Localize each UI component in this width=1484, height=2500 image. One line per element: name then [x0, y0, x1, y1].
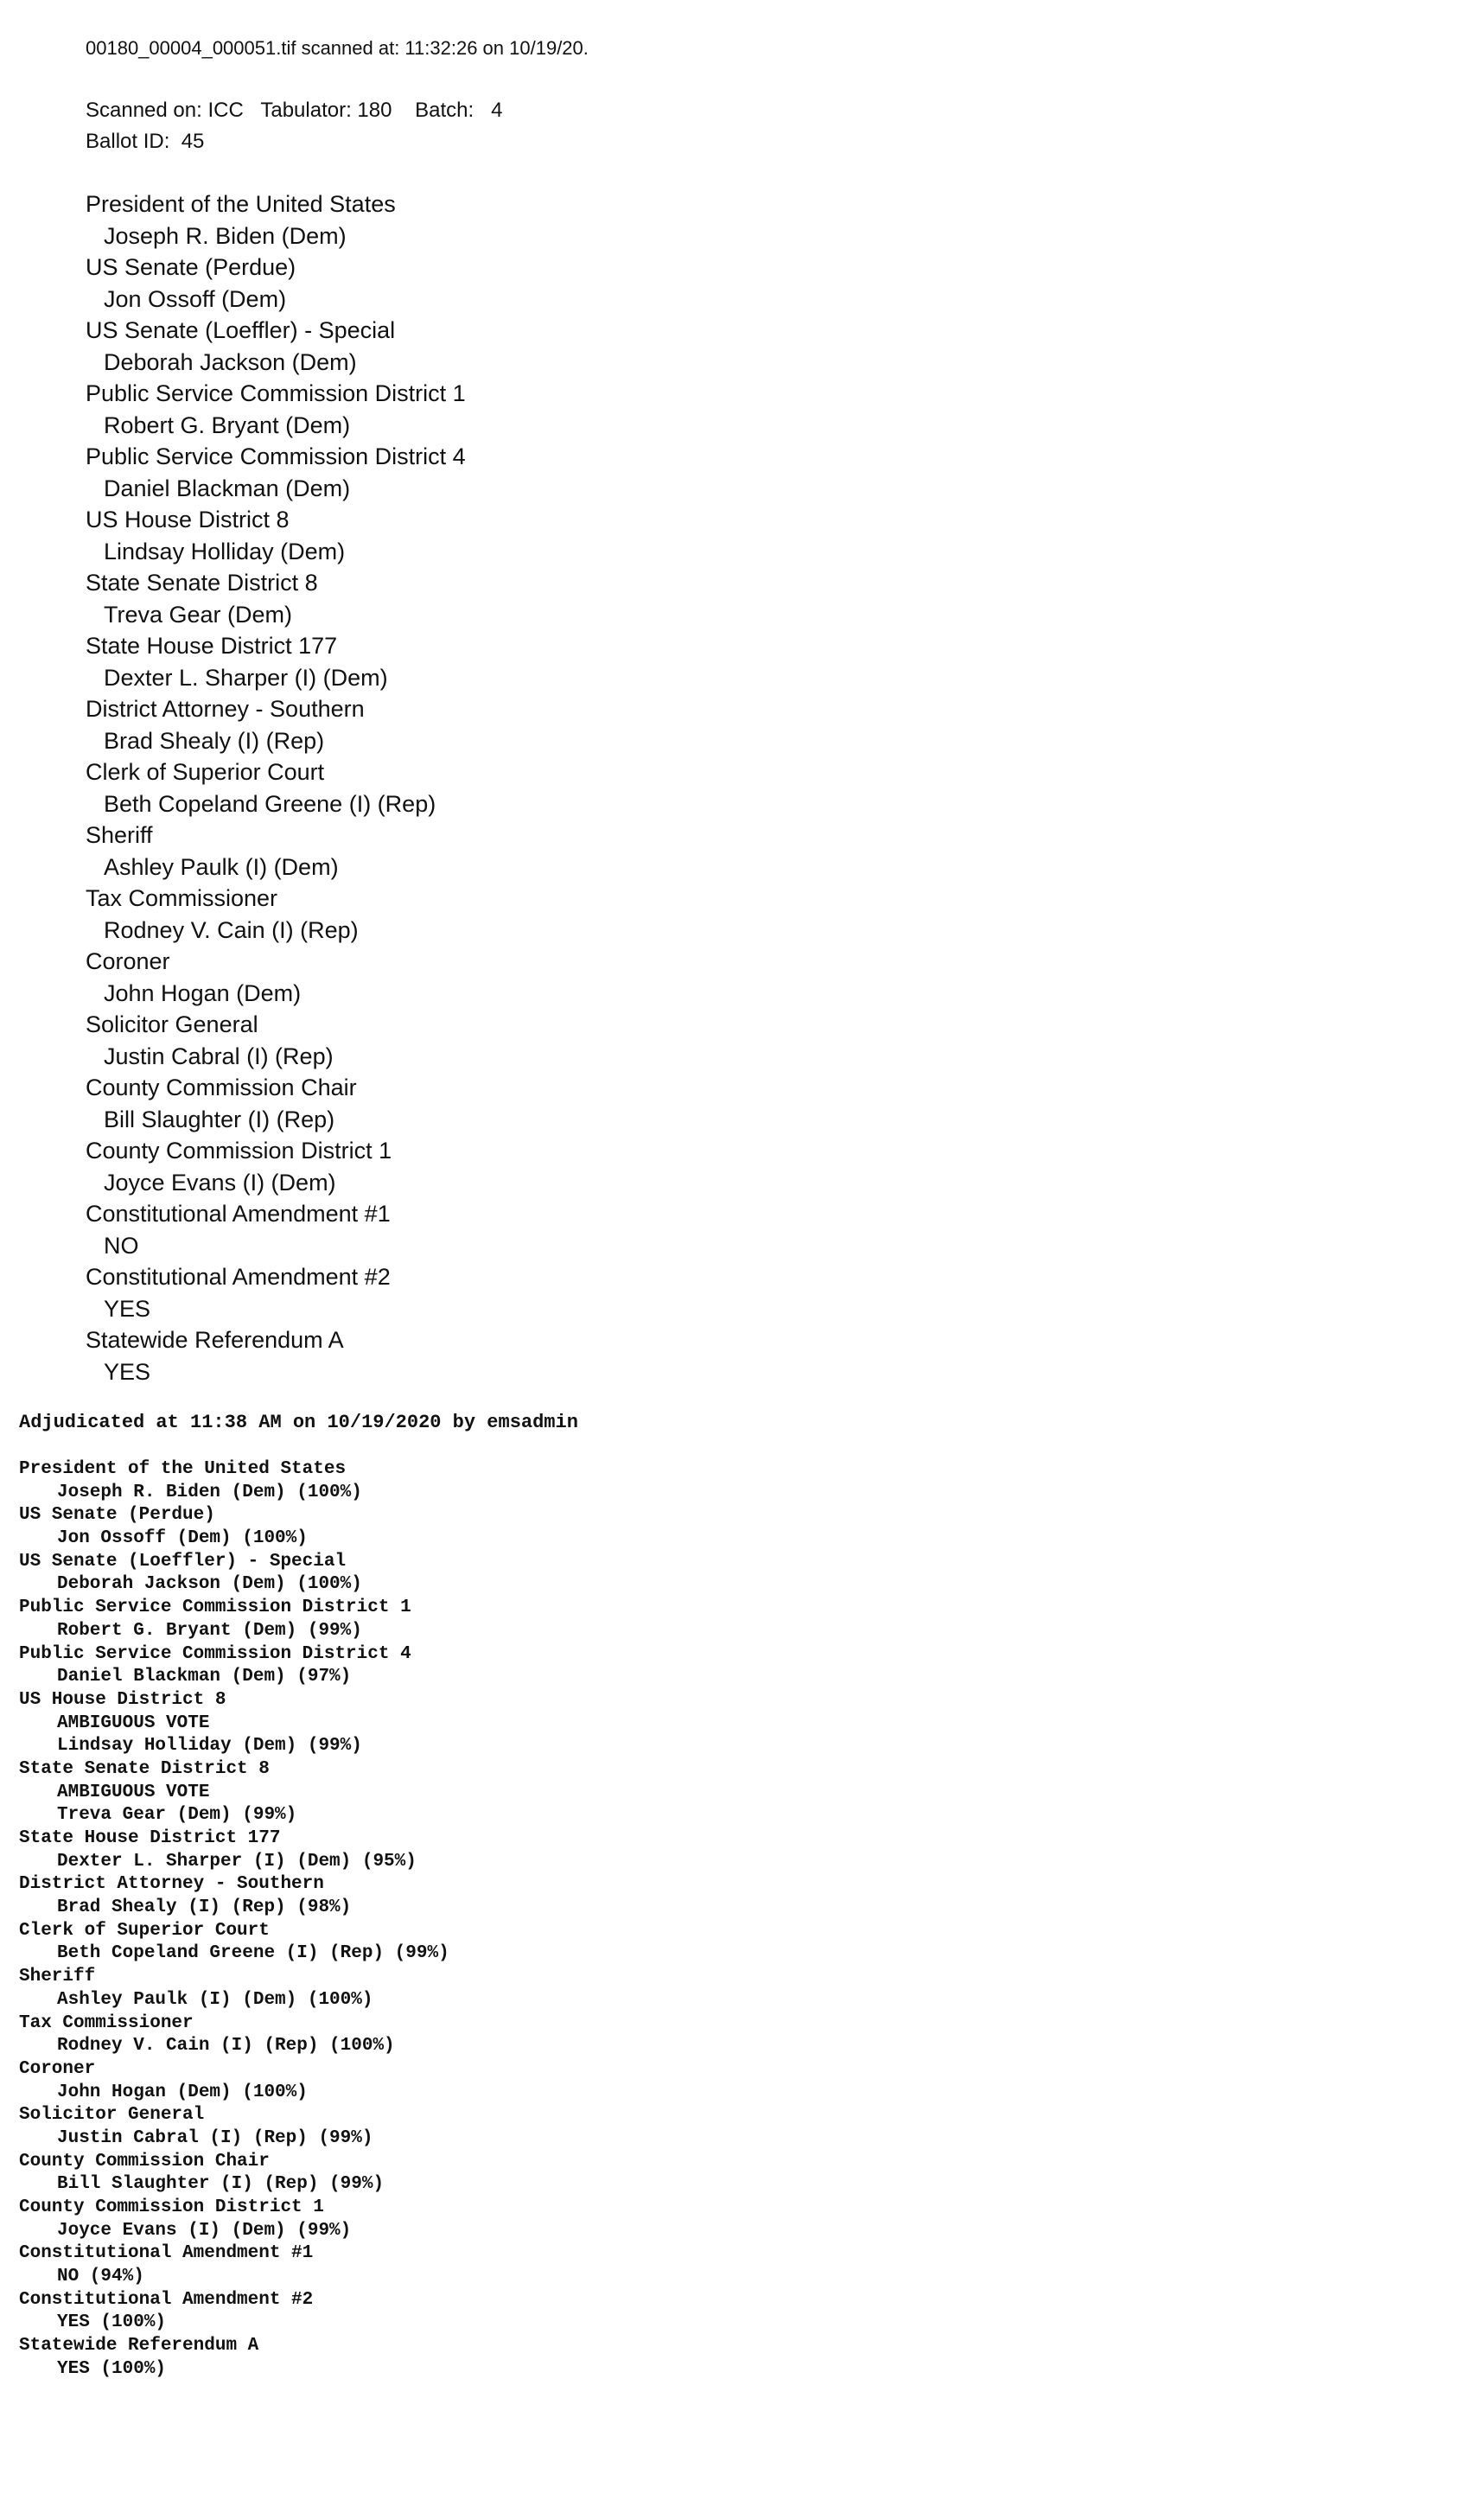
scan-line: 00180_00004_000051.tif scanned at: 11:32:26 on 10/19/20. [86, 37, 589, 59]
scan-record [86, 33, 589, 1387]
adjudication-record [19, 1412, 578, 2382]
adjudicated-contest: US Senate (Perdue) [19, 1505, 215, 1526]
adjudicated-contest: Public Service Commission District 4 [19, 1643, 411, 1664]
adjudicated-choice: Treva Gear (Dem) (99%) [57, 1805, 297, 1826]
contest-choice: Dexter L. Sharper (I) (Dem) [104, 664, 388, 691]
spacer [19, 1434, 578, 1458]
contest-name: District Attorney - Southern [86, 696, 365, 722]
adjudicated-contest: Tax Commissioner [19, 2012, 194, 2033]
contest-choice: Treva Gear (Dem) [104, 601, 293, 628]
ballot-id-line: Ballot ID: 45 [86, 130, 205, 153]
contest-choice: Rodney V. Cain (I) (Rep) [104, 916, 359, 943]
contest-choice: Beth Copeland Greene (I) (Rep) [104, 790, 436, 817]
contest-name: Clerk of Superior Court [86, 759, 325, 785]
contest-choice: Bill Slaughter (I) (Rep) [104, 1106, 335, 1132]
contest-name: Sheriff [86, 822, 153, 848]
adjudicated-contest: Coroner [19, 2058, 96, 2079]
contest-choice: Lindsay Holliday (Dem) [104, 538, 346, 564]
contest-choice: Joseph R. Biden (Dem) [104, 222, 347, 249]
contest-name: Constitutional Amendment #1 [86, 1201, 391, 1227]
adjudicated-contest: US Senate (Loeffler) - Special [19, 1551, 347, 1572]
adjudicated-contest: US House District 8 [19, 1689, 226, 1710]
adjudicated-choice: Brad Shealy (I) (Rep) (98%) [57, 1897, 352, 1918]
spacer [86, 157, 589, 188]
contest-choice: NO [104, 1232, 139, 1259]
contest-choice: YES [104, 1358, 151, 1385]
contest-name: Solicitor General [86, 1011, 258, 1037]
adjudicated-contest: Public Service Commission District 1 [19, 1598, 411, 1618]
contest-choice: Deborah Jackson (Dem) [104, 348, 357, 375]
adjudicated-choice: Joyce Evans (I) (Dem) (99%) [57, 2220, 352, 2241]
contest-name: Statewide Referendum A [86, 1327, 344, 1353]
contest-name: State Senate District 8 [86, 570, 318, 596]
contest-choice: YES [104, 1295, 151, 1322]
adjudicated-choice: NO (94%) [57, 2267, 144, 2287]
adjudicated-contest: Statewide Referendum A [19, 2336, 259, 2357]
contest-name: State House District 177 [86, 633, 338, 659]
adjudicated-choice: Lindsay Holliday (Dem) (99%) [57, 1736, 362, 1757]
contest-name: Constitutional Amendment #2 [86, 1264, 391, 1290]
contest-name: US House District 8 [86, 507, 290, 533]
adjudicated-choice: Ashley Paulk (I) (Dem) (100%) [57, 1989, 373, 2010]
contest-choice: Robert G. Bryant (Dem) [104, 411, 351, 438]
adjudicated-choice: Beth Copeland Greene (I) (Rep) (99%) [57, 1943, 449, 1964]
contest-name: US Senate (Loeffler) - Special [86, 317, 396, 343]
adjudicated-choice: John Hogan (Dem) (100%) [57, 2082, 308, 2102]
scanned-on-line: Scanned on: ICC Tabulator: 180 Batch: 4 [86, 99, 503, 122]
contest-choice: Jon Ossoff (Dem) [104, 285, 287, 312]
contest-choice: Ashley Paulk (I) (Dem) [104, 853, 339, 880]
adjudicated-choice: YES (100%) [57, 2312, 167, 2333]
contest-choice: Daniel Blackman (Dem) [104, 475, 351, 501]
adjudicated-choice: Rodney V. Cain (I) (Rep) (100%) [57, 2036, 395, 2057]
adjudicated-choice: Robert G. Bryant (Dem) (99%) [57, 1620, 362, 1641]
adjudication-line: Adjudicated at 11:38 AM on 10/19/2020 by emsadmin [19, 1412, 578, 1433]
contest-choice: Brad Shealy (I) (Rep) [104, 727, 325, 754]
contest-name: Coroner [86, 948, 170, 974]
adjudicated-contest: County Commission District 1 [19, 2197, 324, 2217]
contest-name: Tax Commissioner [86, 885, 278, 911]
contest-choice: John Hogan (Dem) [104, 979, 302, 1006]
contest-name: US Senate (Perdue) [86, 254, 296, 280]
adjudicated-choice: YES (100%) [57, 2358, 167, 2379]
contest-choice: Justin Cabral (I) (Rep) [104, 1043, 334, 1069]
adjudicated-contest-list [19, 1458, 578, 2382]
adjudicated-choice: Dexter L. Sharper (I) (Dem) (95%) [57, 1851, 417, 1872]
adjudicated-contest: County Commission Chair [19, 2151, 270, 2172]
spacer [86, 64, 589, 95]
contest-name: County Commission District 1 [86, 1138, 392, 1164]
adjudicated-choice: Joseph R. Biden (Dem) (100%) [57, 1482, 362, 1502]
contest-choice: Joyce Evans (I) (Dem) [104, 1169, 336, 1196]
adjudicated-contest: Clerk of Superior Court [19, 1920, 270, 1941]
adjudicated-contest: District Attorney - Southern [19, 1874, 324, 1895]
adjudicated-contest: Constitutional Amendment #1 [19, 2243, 314, 2264]
scanned-contest-list [86, 188, 589, 1387]
adjudicated-choice: Jon Ossoff (Dem) (100%) [57, 1528, 308, 1549]
adjudicated-choice: Justin Cabral (I) (Rep) (99%) [57, 2127, 373, 2148]
contest-name: Public Service Commission District 1 [86, 380, 466, 406]
adjudicated-choice: Deborah Jackson (Dem) (100%) [57, 1574, 362, 1595]
adjudicated-contest: Constitutional Amendment #2 [19, 2289, 314, 2310]
adjudicated-contest: Solicitor General [19, 2105, 205, 2126]
adjudicated-choice: AMBIGUOUS VOTE [57, 1712, 210, 1733]
adjudicated-choice: Daniel Blackman (Dem) (97%) [57, 1667, 352, 1687]
adjudicated-contest: Sheriff [19, 1967, 96, 1987]
adjudicated-choice: Bill Slaughter (I) (Rep) (99%) [57, 2174, 385, 2195]
adjudicated-contest: State Senate District 8 [19, 1758, 270, 1779]
adjudicated-contest: State House District 177 [19, 1828, 281, 1848]
contest-name: County Commission Chair [86, 1075, 357, 1100]
adjudicated-contest: President of the United States [19, 1459, 347, 1479]
adjudicated-choice: AMBIGUOUS VOTE [57, 1782, 210, 1802]
contest-name: President of the United States [86, 191, 396, 217]
contest-name: Public Service Commission District 4 [86, 443, 466, 469]
